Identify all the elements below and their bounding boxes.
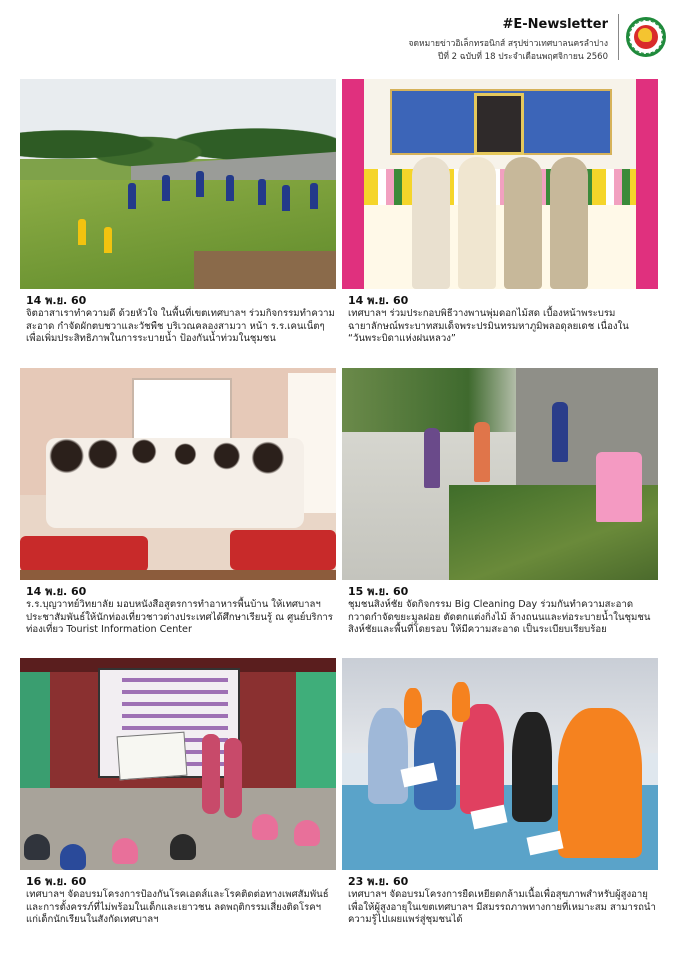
caption-date: 16 พ.ย. 60 <box>26 875 87 888</box>
photo-elderly-exercise <box>342 658 658 870</box>
caption-text: ร.ร.บุญวาทย์วิทยาลัย มอบหนังสือสูตรการทำอาหารพื้นบ้าน ให้เทศบาลฯ ประชาสัมพันธ์ให้นักท่องเที่ยวชาวต่างประเทศได้ศึกษาเรียนรู้ ณ ศูนย์บริการท่องเที่ยว Tourist Information Center <box>26 599 333 635</box>
caption-text: เทศบาลฯ ร่วมประกอบพิธีวางพานพุ่มดอกไม้สด เบื้องหน้าพระบรมฉายาลักษณ์พระบาทสมเด็จพระปรมินทรมหาภูมิพลอดุลยเดช เนื่องใน “วันพระบิดาแห่งฝนหลวง” <box>348 308 629 344</box>
caption-text: เทศบาลฯ จัดอบรมโครงการยืดเหยียดกล้ามเนื้อเพื่อสุขภาพสำหรับผู้สูงอายุ เพื่อให้ผู้สูงอายุในเขตเทศบาลฯ มีสมรรถภาพทางกายที่เหมาะสม สามารถนำความรู้ไปเผยแพร่สู่ชุมชนได้ <box>348 889 656 925</box>
caption-1 <box>26 294 336 346</box>
caption-date: 15 พ.ย. 60 <box>348 585 409 598</box>
newsletter-header <box>0 0 678 70</box>
caption-5 <box>26 875 336 927</box>
header-divider <box>618 14 619 60</box>
photo-big-cleaning-day <box>342 368 658 580</box>
issue-info: ปีที่ 2 ฉบับที่ 18 ประจำเดือนพฤศจิกายน 2560 <box>437 52 608 62</box>
caption-4 <box>348 585 658 637</box>
caption-text: จิตอาสาเราทำความดี ด้วยหัวใจ ในพื้นที่เขตเทศบาลฯ ร่วมกิจกรรมทำความสะอาด กำจัดผักตบชวาและวัชพืช บริเวณคลองสามวา หน้า ร.ร.เคนเน็ตๆ เพื่อเพิ่มประสิทธิภาพในการระบายน้ำ ป้องกันน้ำท่วมในชุมชน <box>26 308 335 344</box>
caption-date: 14 พ.ย. 60 <box>348 294 409 307</box>
newsletter-title: #E-Newsletter <box>502 17 608 32</box>
photo-canal-cleanup <box>20 79 336 289</box>
municipality-seal-logo <box>626 17 666 57</box>
caption-date: 14 พ.ย. 60 <box>26 294 87 307</box>
photo-royal-ceremony <box>342 79 658 289</box>
caption-2 <box>348 294 658 346</box>
caption-6 <box>348 875 658 927</box>
caption-text: ชุมชนสิงห์ชัย จัดกิจกรรม Big Cleaning Day ร่วมกันทำความสะอาด กวาดกำจัดขยะมูลฝอย ตัดตกแต่งกิ่งไม้ ล้างถนนและท่อระบายน้ำในชุมชนสิงห์ชัยและพื้นที่โดยรอบ ให้มีความสะอาด เป็นระเบียบเรียบร้อย <box>348 599 651 635</box>
photo-students-books <box>20 368 336 580</box>
caption-3 <box>26 585 336 637</box>
rooster-emblem-icon <box>638 28 652 42</box>
caption-date: 14 พ.ย. 60 <box>26 585 87 598</box>
caption-date: 23 พ.ย. 60 <box>348 875 409 888</box>
caption-text: เทศบาลฯ จัดอบรมโครงการป้องกันโรคเอดส์และโรคติดต่อทางเพศสัมพันธ์ และการตั้งครรภ์ที่ไม่พร้อมในเด็กและเยาวชน ลดพฤติกรรมเสี่ยงติดโรคฯ แก่เด็กนักเรียนในสังกัดเทศบาลฯ <box>26 889 329 925</box>
photo-aids-prevention-training <box>20 658 336 870</box>
newsletter-subtitle: จดหมายข่าวอิเล็กทรอนิกส์ สรุปข่าวเทศบาลนครลำปาง <box>408 39 608 49</box>
